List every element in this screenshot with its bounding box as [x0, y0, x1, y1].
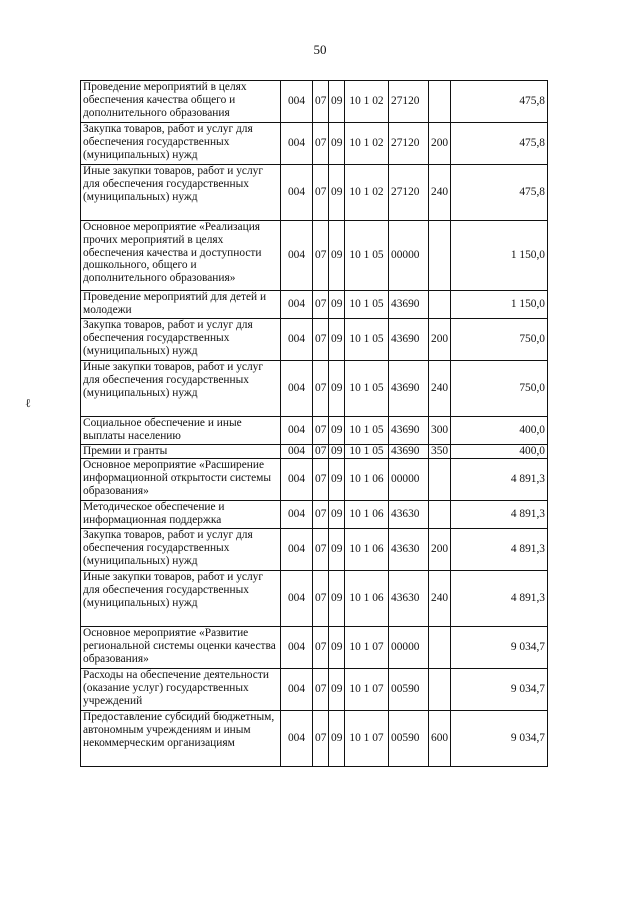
- row-expense-type: [429, 221, 451, 291]
- row-amount: 9 034,7: [451, 669, 548, 711]
- row-amount: 400,0: [451, 417, 548, 445]
- row-program-code: 10 1 06: [345, 501, 389, 529]
- row-subsection-code: 09: [329, 165, 345, 221]
- row-department-code: 004: [281, 669, 313, 711]
- row-section-code: 07: [313, 669, 329, 711]
- row-direction-code: 00000: [389, 459, 429, 501]
- table-row: [81, 571, 548, 627]
- row-name: Закупка товаров, работ и услуг для обеспечения государственных (муниципальных) нужд: [81, 319, 281, 361]
- row-section-code: 07: [313, 711, 329, 767]
- row-name: Иные закупки товаров, работ и услуг для обеспечения государственных (муниципальных) нужд: [81, 165, 281, 221]
- row-section-code: 07: [313, 123, 329, 165]
- row-subsection-code: 09: [329, 711, 345, 767]
- budget-table-body: [81, 81, 548, 767]
- row-name: Закупка товаров, работ и услуг для обеспечения государственных (муниципальных) нужд: [81, 123, 281, 165]
- row-expense-type: [429, 291, 451, 319]
- row-expense-type: 200: [429, 123, 451, 165]
- row-section-code: 07: [313, 319, 329, 361]
- table-row: [81, 221, 548, 291]
- table-row: [81, 319, 548, 361]
- row-direction-code: 00000: [389, 221, 429, 291]
- row-name: Социальное обеспечение и иные выплаты населению: [81, 417, 281, 445]
- row-name: Иные закупки товаров, работ и услуг для обеспечения государственных (муниципальных) нужд: [81, 361, 281, 417]
- row-direction-code: 00590: [389, 669, 429, 711]
- row-direction-code: 43690: [389, 417, 429, 445]
- table-row: [81, 417, 548, 445]
- table-row: [81, 669, 548, 711]
- row-department-code: 004: [281, 627, 313, 669]
- row-name: Премии и гранты: [81, 445, 281, 459]
- row-expense-type: 300: [429, 417, 451, 445]
- row-amount: 1 150,0: [451, 221, 548, 291]
- row-department-code: 004: [281, 291, 313, 319]
- row-subsection-code: 09: [329, 291, 345, 319]
- row-program-code: 10 1 02: [345, 81, 389, 123]
- row-direction-code: 27120: [389, 81, 429, 123]
- row-subsection-code: 09: [329, 123, 345, 165]
- row-amount: 400,0: [451, 445, 548, 459]
- row-amount: 9 034,7: [451, 627, 548, 669]
- row-expense-type: 350: [429, 445, 451, 459]
- row-department-code: 004: [281, 529, 313, 571]
- row-subsection-code: 09: [329, 501, 345, 529]
- row-subsection-code: 09: [329, 361, 345, 417]
- row-name: Закупка товаров, работ и услуг для обеспечения государственных (муниципальных) нужд: [81, 529, 281, 571]
- row-department-code: 004: [281, 417, 313, 445]
- row-expense-type: 600: [429, 711, 451, 767]
- row-expense-type: [429, 627, 451, 669]
- row-amount: 4 891,3: [451, 529, 548, 571]
- row-subsection-code: 09: [329, 529, 345, 571]
- row-expense-type: 240: [429, 361, 451, 417]
- row-department-code: 004: [281, 571, 313, 627]
- row-department-code: 004: [281, 361, 313, 417]
- row-direction-code: 43630: [389, 501, 429, 529]
- row-amount: 750,0: [451, 361, 548, 417]
- row-program-code: 10 1 02: [345, 165, 389, 221]
- table-row: [81, 529, 548, 571]
- row-amount: 475,8: [451, 123, 548, 165]
- table-row: [81, 165, 548, 221]
- table-row: [81, 123, 548, 165]
- table-row: [81, 501, 548, 529]
- row-name: Иные закупки товаров, работ и услуг для обеспечения государственных (муниципальных) нужд: [81, 571, 281, 627]
- row-expense-type: [429, 501, 451, 529]
- row-expense-type: 240: [429, 571, 451, 627]
- row-direction-code: 43630: [389, 529, 429, 571]
- table-row: [81, 361, 548, 417]
- row-program-code: 10 1 05: [345, 319, 389, 361]
- row-program-code: 10 1 05: [345, 445, 389, 459]
- page-number: 50: [313, 42, 327, 57]
- row-department-code: 004: [281, 711, 313, 767]
- row-section-code: 07: [313, 501, 329, 529]
- row-section-code: 07: [313, 221, 329, 291]
- row-program-code: 10 1 05: [345, 361, 389, 417]
- row-expense-type: 200: [429, 529, 451, 571]
- row-department-code: 004: [281, 123, 313, 165]
- row-program-code: 10 1 07: [345, 711, 389, 767]
- row-program-code: 10 1 07: [345, 627, 389, 669]
- row-direction-code: 27120: [389, 165, 429, 221]
- row-section-code: 07: [313, 361, 329, 417]
- row-name: Расходы на обеспечение деятельности (оказание услуг) государственных учреждений: [81, 669, 281, 711]
- row-program-code: 10 1 05: [345, 417, 389, 445]
- row-department-code: 004: [281, 459, 313, 501]
- row-expense-type: 200: [429, 319, 451, 361]
- row-department-code: 004: [281, 501, 313, 529]
- row-name: Основное мероприятие «Расширение информационной открытости системы образования»: [81, 459, 281, 501]
- stray-scan-mark: ℓ: [25, 396, 31, 410]
- row-program-code: 10 1 05: [345, 221, 389, 291]
- row-direction-code: 43690: [389, 445, 429, 459]
- row-subsection-code: 09: [329, 417, 345, 445]
- row-department-code: 004: [281, 81, 313, 123]
- row-direction-code: 27120: [389, 123, 429, 165]
- row-department-code: 004: [281, 445, 313, 459]
- row-subsection-code: 09: [329, 459, 345, 501]
- row-subsection-code: 09: [329, 319, 345, 361]
- row-expense-type: [429, 81, 451, 123]
- row-program-code: 10 1 06: [345, 571, 389, 627]
- row-program-code: 10 1 06: [345, 459, 389, 501]
- row-section-code: 07: [313, 571, 329, 627]
- row-section-code: 07: [313, 459, 329, 501]
- row-program-code: 10 1 02: [345, 123, 389, 165]
- table-row: [81, 291, 548, 319]
- row-direction-code: 43690: [389, 361, 429, 417]
- row-program-code: 10 1 05: [345, 291, 389, 319]
- row-department-code: 004: [281, 165, 313, 221]
- row-expense-type: [429, 459, 451, 501]
- table-row: [81, 459, 548, 501]
- row-expense-type: 240: [429, 165, 451, 221]
- row-name: Предоставление субсидий бюджетным, автономным учреждениям и иным некоммерческим организациям: [81, 711, 281, 767]
- row-amount: 475,8: [451, 81, 548, 123]
- table-row: [81, 445, 548, 459]
- row-program-code: 10 1 07: [345, 669, 389, 711]
- row-amount: 475,8: [451, 165, 548, 221]
- row-department-code: 004: [281, 221, 313, 291]
- row-subsection-code: 09: [329, 669, 345, 711]
- row-section-code: 07: [313, 627, 329, 669]
- row-amount: 1 150,0: [451, 291, 548, 319]
- row-direction-code: 43630: [389, 571, 429, 627]
- row-section-code: 07: [313, 81, 329, 123]
- row-subsection-code: 09: [329, 627, 345, 669]
- row-subsection-code: 09: [329, 571, 345, 627]
- table-row: [81, 711, 548, 767]
- row-amount: 9 034,7: [451, 711, 548, 767]
- row-name: Проведение мероприятий для детей и молодежи: [81, 291, 281, 319]
- row-subsection-code: 09: [329, 81, 345, 123]
- row-program-code: 10 1 06: [345, 529, 389, 571]
- row-subsection-code: 09: [329, 445, 345, 459]
- row-amount: 4 891,3: [451, 571, 548, 627]
- row-section-code: 07: [313, 417, 329, 445]
- table-row: [81, 627, 548, 669]
- row-department-code: 004: [281, 319, 313, 361]
- row-section-code: 07: [313, 529, 329, 571]
- row-name: Методическое обеспечение и информационная поддержка: [81, 501, 281, 529]
- row-amount: 750,0: [451, 319, 548, 361]
- row-name: Проведение мероприятий в целях обеспечения качества общего и дополнительного образования: [81, 81, 281, 123]
- row-direction-code: 00000: [389, 627, 429, 669]
- row-name: Основное мероприятие «Реализация прочих мероприятий в целях обеспечения качества и доступности дошкольного, общего и дополнительного образования»: [81, 221, 281, 291]
- table-row: [81, 81, 548, 123]
- row-amount: 4 891,3: [451, 459, 548, 501]
- row-direction-code: 43690: [389, 319, 429, 361]
- row-amount: 4 891,3: [451, 501, 548, 529]
- row-expense-type: [429, 669, 451, 711]
- row-section-code: 07: [313, 291, 329, 319]
- row-name: Основное мероприятие «Развитие региональной системы оценки качества образования»: [81, 627, 281, 669]
- row-direction-code: 00590: [389, 711, 429, 767]
- row-section-code: 07: [313, 165, 329, 221]
- row-section-code: 07: [313, 445, 329, 459]
- budget-table: [80, 80, 548, 767]
- row-direction-code: 43690: [389, 291, 429, 319]
- row-subsection-code: 09: [329, 221, 345, 291]
